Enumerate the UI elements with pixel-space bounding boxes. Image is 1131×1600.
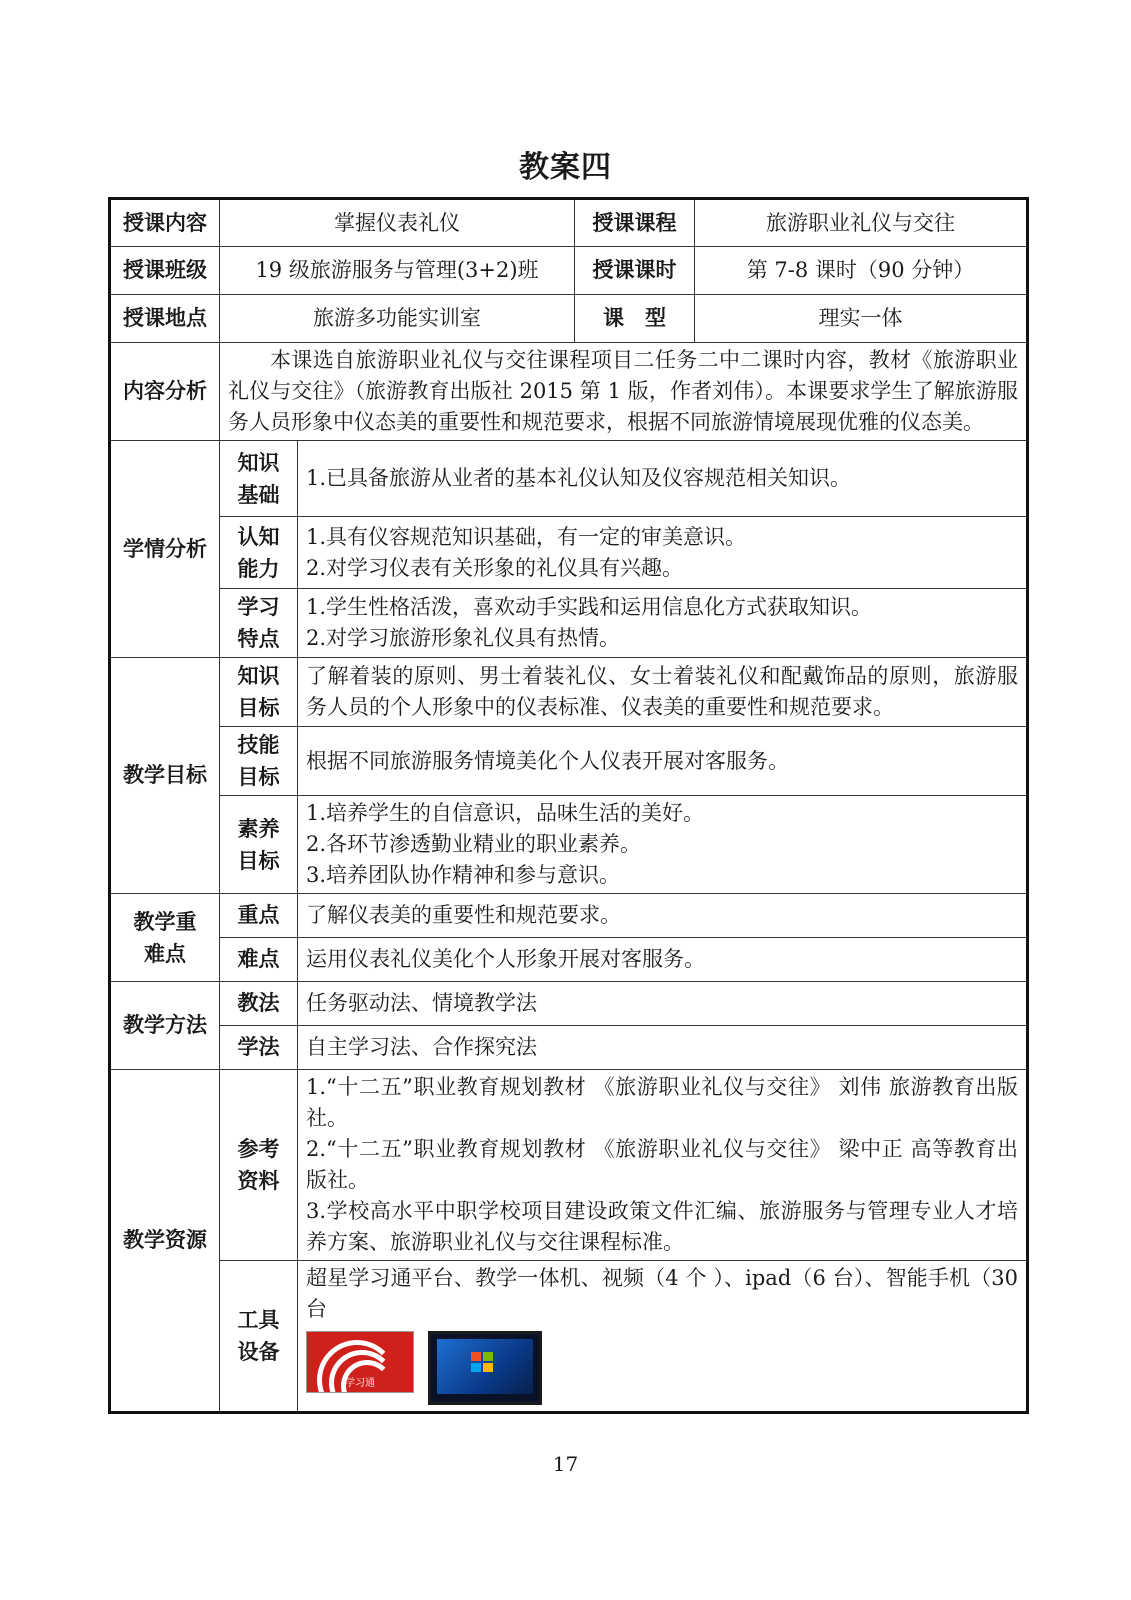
objectives-row — [110, 658, 1028, 727]
cell-text: 超星学习通平台、教学一体机、视频（4 个 ）、ipad（6 台）、智能手机（30 台 — [306, 1266, 1018, 1321]
objectives-row — [110, 727, 1028, 796]
content-analysis-text: 本课选自旅游职业礼仪与交往课程项目二任务二中二课时内容，教材《旅游职业礼仪与交往》（旅游教育出版社 2015 第 1 版，作者刘伟）。本课要求学生了解旅游服务人员形象中仪态美的重要性和规范要求，根据不同旅游情境展现优雅的仪态美。 — [228, 348, 1018, 434]
sub-label: 认知 能力 — [220, 517, 298, 589]
methods-row — [110, 982, 1028, 1026]
sub-label: 重点 — [220, 894, 298, 938]
sub-label: 参考 资料 — [220, 1070, 298, 1261]
section-label: 教学目标 — [110, 658, 220, 894]
content-analysis-row — [110, 343, 1028, 441]
sub-label: 学法 — [220, 1026, 298, 1070]
header-row — [110, 199, 1028, 247]
section-label: 教学方法 — [110, 982, 220, 1070]
methods-row — [110, 1026, 1028, 1070]
header-row — [110, 247, 1028, 295]
sub-label: 教法 — [220, 982, 298, 1026]
sub-label: 难点 — [220, 938, 298, 982]
cell-text: 3.培养团队协作精神和参与意识。 — [306, 863, 621, 887]
xuexitong-logo-icon — [306, 1331, 414, 1393]
header-label: 授课班级 — [110, 247, 220, 295]
key-points-row — [110, 938, 1028, 982]
cell-text: 1.已具备旅游从业者的基本礼仪认知及仪容规范相关知识。 — [306, 466, 852, 490]
page-number: 17 — [552, 1452, 579, 1476]
sub-label: 学习 特点 — [220, 589, 298, 658]
header-value: 旅游多功能实训室 — [220, 295, 575, 343]
sub-label: 技能 目标 — [220, 727, 298, 796]
cell-text: 1.学生性格活泼，喜欢动手实践和运用信息化方式获取知识。 — [306, 595, 873, 619]
key-points-row — [110, 894, 1028, 938]
cell-text: 根据不同旅游服务情境美化个人仪表开展对客服务。 — [306, 748, 789, 773]
logo-caption: 学习通 — [345, 1378, 375, 1389]
resources-row — [110, 1070, 1028, 1261]
section-label: 学情分析 — [110, 441, 220, 658]
section-label: 内容分析 — [110, 343, 220, 441]
sub-label: 工具 设备 — [220, 1261, 298, 1413]
header-value: 理实一体 — [695, 295, 1028, 343]
lesson-plan-table — [108, 197, 1029, 1414]
cell-text: 自主学习法、合作探究法 — [298, 1026, 1028, 1070]
header-label: 授课课时 — [575, 247, 695, 295]
cell-text: 2.“十二五”职业教育规划教材 《旅游职业礼仪与交往》 梁中正 高等教育出版社。 — [306, 1137, 1018, 1192]
cell-text: 1.“十二五”职业教育规划教材 《旅游职业礼仪与交往》 刘伟 旅游教育出版社。 — [306, 1075, 1018, 1130]
cell-text: 2.对学习仪表有关形象的礼仪具有兴趣。 — [306, 555, 684, 580]
section-label: 教学资源 — [110, 1070, 220, 1413]
cell-text: 了解仪表美的重要性和规范要求。 — [298, 894, 1028, 938]
header-label: 课 型 — [575, 295, 695, 343]
cell-text: 2.对学习旅游形象礼仪具有热情。 — [306, 626, 621, 650]
resources-row — [110, 1261, 1028, 1413]
header-label: 授课课程 — [575, 199, 695, 247]
learning-analysis-row — [110, 589, 1028, 658]
tool-images — [306, 1331, 1018, 1405]
header-value: 第 7-8 课时（90 分钟） — [695, 247, 1028, 295]
sub-label: 素养 目标 — [220, 796, 298, 894]
sub-label: 知识 目标 — [220, 658, 298, 727]
page-title: 教案四 — [519, 150, 612, 185]
cell-text: 3.学校高水平中职学校项目建设政策文件汇编、旅游服务与管理专业人才培养方案、旅游职业礼仪与交往课程标准。 — [306, 1199, 1018, 1254]
header-label: 授课地点 — [110, 295, 220, 343]
cell-text: 1.具有仪容规范知识基础，有一定的审美意识。 — [306, 524, 747, 549]
header-value: 掌握仪表礼仪 — [220, 199, 575, 247]
header-label: 授课内容 — [110, 199, 220, 247]
header-value: 19 级旅游服务与管理(3+2)班 — [220, 247, 575, 295]
learning-analysis-row — [110, 517, 1028, 589]
learning-analysis-row — [110, 441, 1028, 517]
section-label: 教学重 难点 — [110, 894, 220, 982]
cell-text: 运用仪表礼仪美化个人形象开展对客服务。 — [298, 938, 1028, 982]
sub-label: 知识 基础 — [220, 441, 298, 517]
cell-text: 2.各环节渗透勤业精业的职业素养。 — [306, 832, 642, 856]
cell-text: 任务驱动法、情境教学法 — [298, 982, 1028, 1026]
header-row — [110, 295, 1028, 343]
smart-board-monitor-icon — [428, 1331, 542, 1405]
objectives-row — [110, 796, 1028, 894]
header-value: 旅游职业礼仪与交往 — [695, 199, 1028, 247]
cell-text: 1.培养学生的自信意识，品味生活的美好。 — [306, 801, 705, 825]
cell-text: 了解着装的原则、男士着装礼仪、女士着装礼仪和配戴饰品的原则，旅游服务人员的个人形象中的仪表标准、仪表美的重要性和规范要求。 — [306, 664, 1018, 719]
